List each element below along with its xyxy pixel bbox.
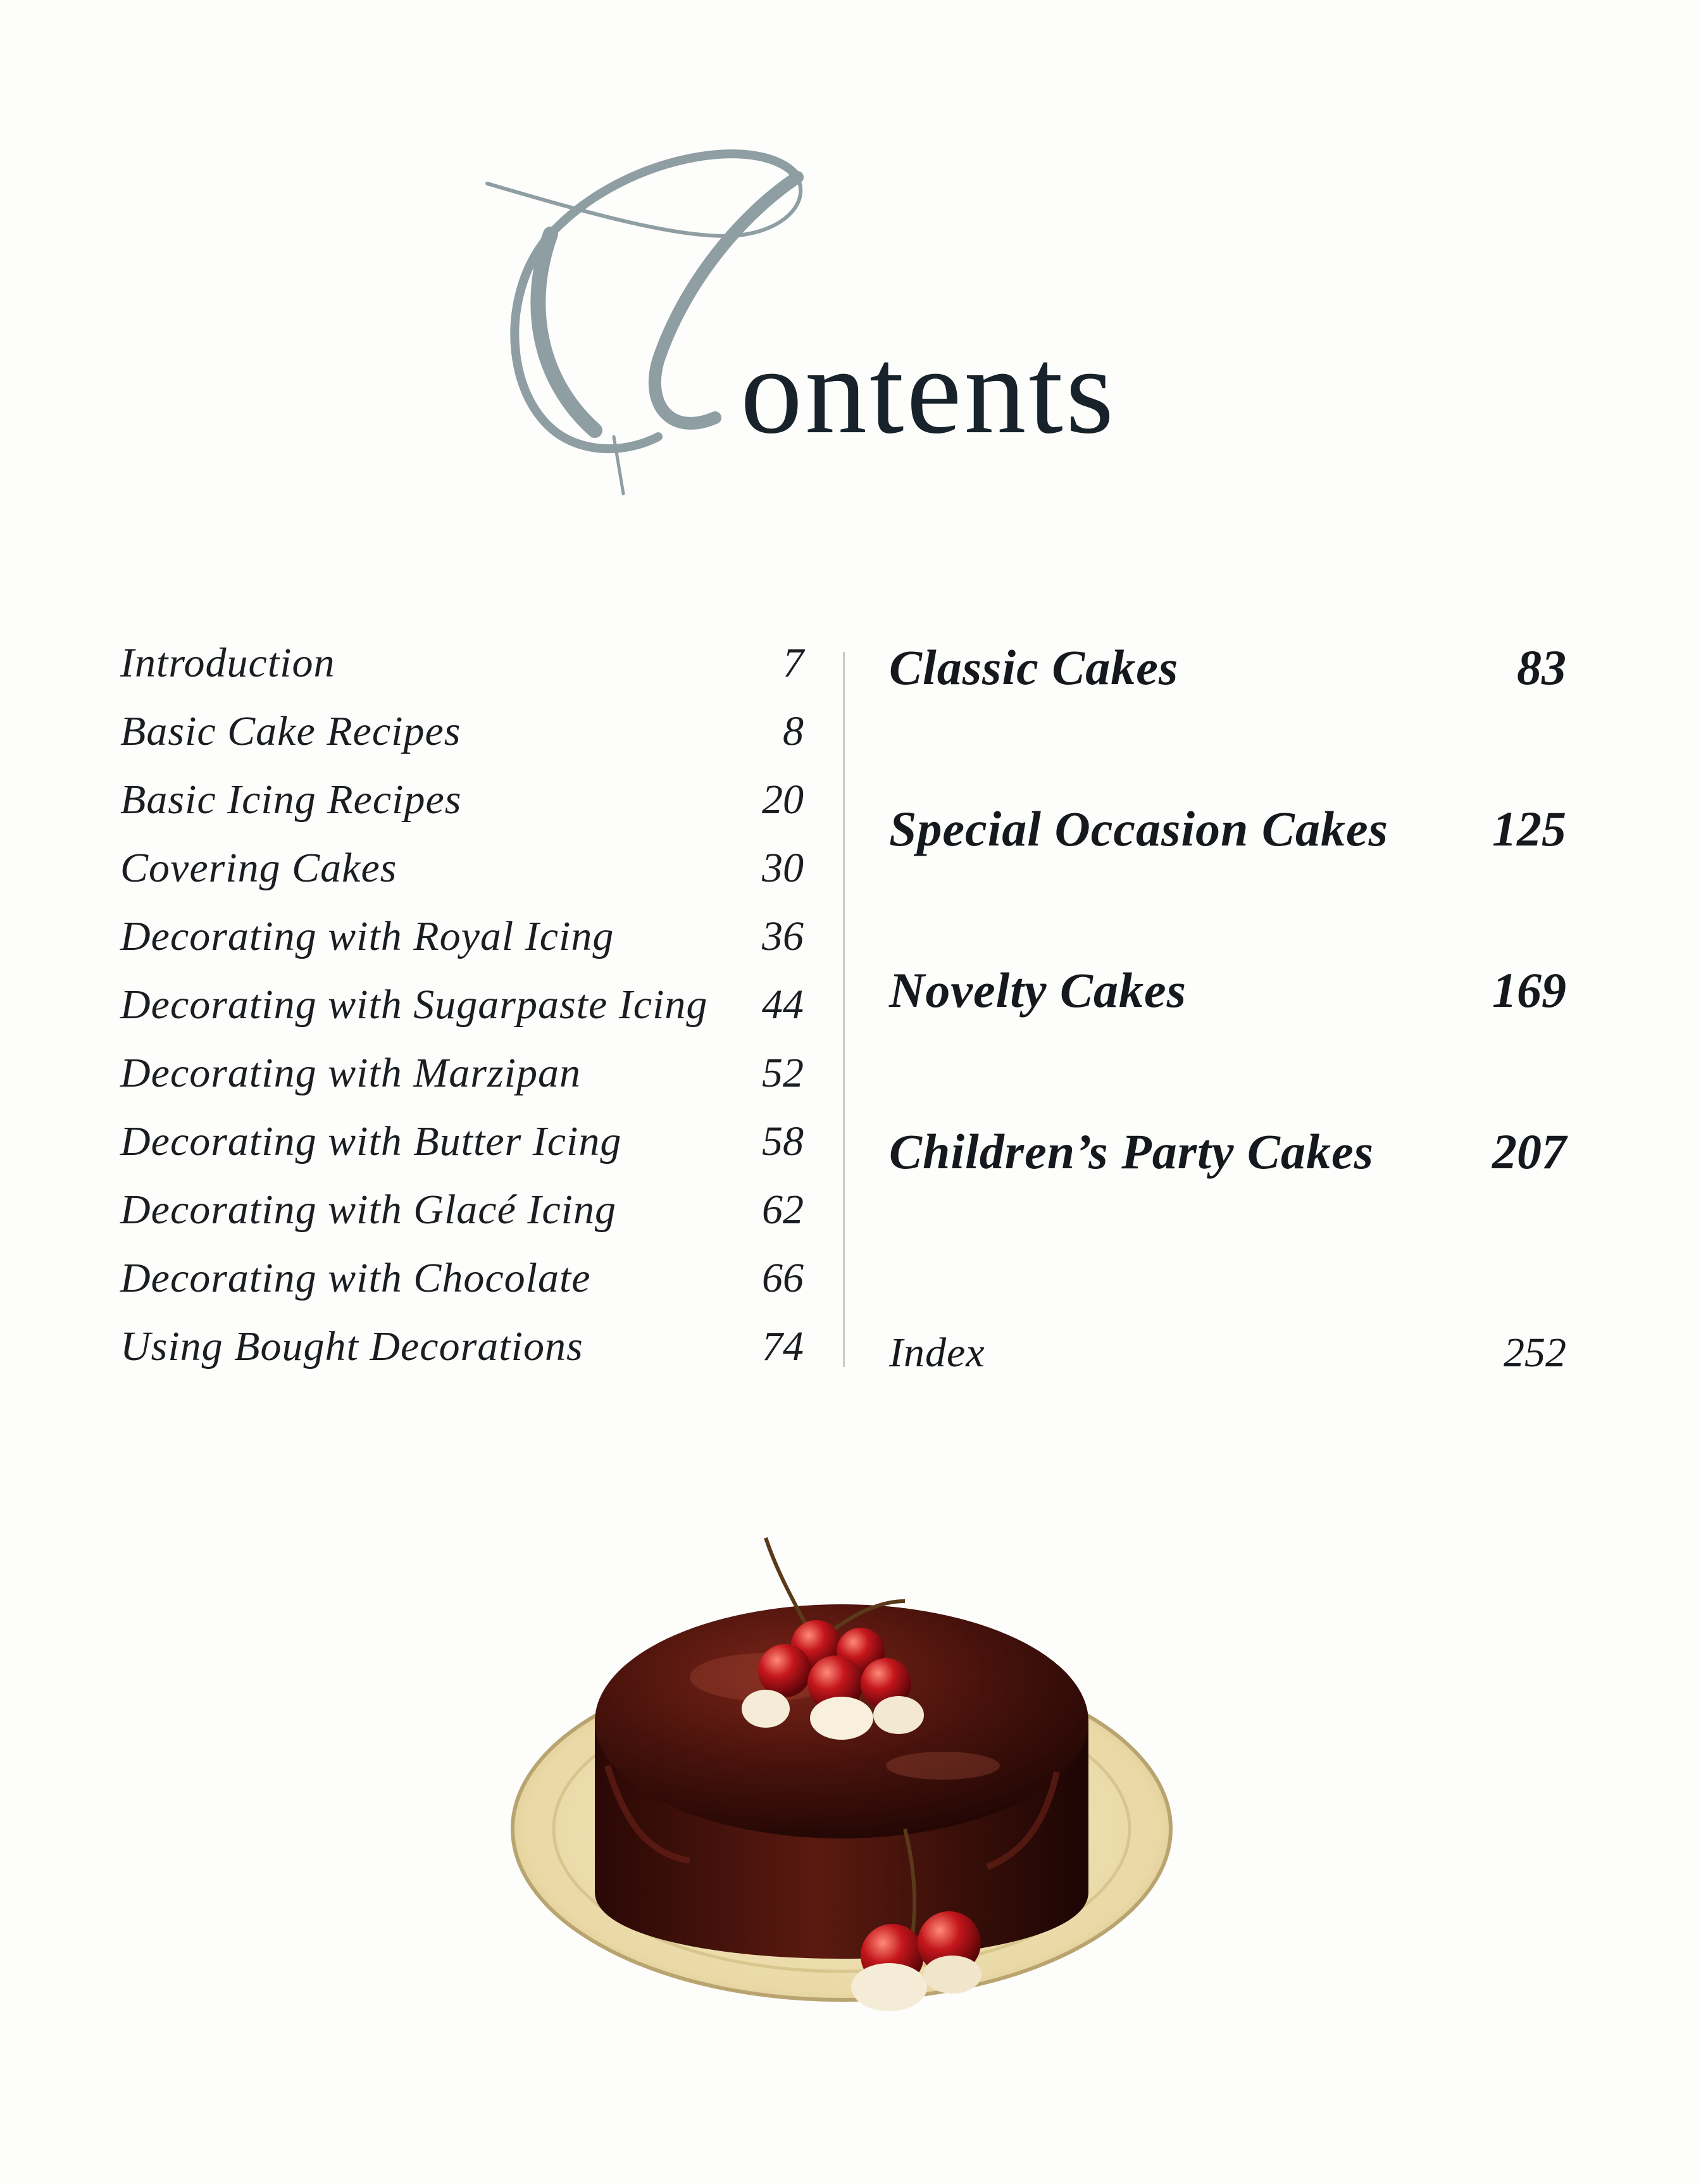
toc-entry-label: Covering Cakes — [120, 845, 397, 891]
toc-entry[interactable] — [120, 776, 804, 844]
toc-entry-label: Basic Icing Recipes — [120, 777, 462, 823]
section-page: 125 — [1492, 801, 1566, 856]
toc-entry-page: 52 — [762, 1050, 804, 1096]
toc-entry-page: 30 — [762, 845, 804, 891]
toc-entry-label: Using Bought Decorations — [120, 1323, 583, 1370]
toc-entry-label: Decorating with Marzipan — [120, 1050, 581, 1096]
toc-entry-label: Decorating with Sugarpaste Icing — [120, 982, 708, 1028]
toc-entry-page: 44 — [762, 982, 804, 1028]
toc-entry-label: Decorating with Chocolate — [120, 1255, 591, 1301]
toc-entry-label: Decorating with Royal Icing — [120, 913, 614, 959]
toc-entry[interactable] — [120, 708, 804, 776]
section-page: 83 — [1517, 640, 1566, 695]
toc-entry-label: Basic Cake Recipes — [120, 708, 461, 754]
section-label: Children’s Party Cakes — [889, 1124, 1374, 1179]
toc-entry-page: 62 — [762, 1187, 804, 1233]
section-page: 169 — [1492, 963, 1566, 1018]
toc-entry-label: Introduction — [120, 640, 335, 686]
section-page: 252 — [1504, 1330, 1566, 1376]
toc-left-column — [120, 639, 804, 1391]
toc-entry[interactable] — [120, 1254, 804, 1323]
toc-entry[interactable] — [120, 981, 804, 1049]
section-page: 207 — [1492, 1124, 1566, 1179]
section-label: Index — [889, 1330, 985, 1376]
toc-entry[interactable] — [120, 1049, 804, 1118]
toc-entry-page: 36 — [762, 913, 804, 959]
toc-entry[interactable] — [120, 1323, 804, 1391]
toc-entry-page: 66 — [762, 1255, 804, 1301]
toc-entry-page: 58 — [762, 1118, 804, 1164]
toc-entry-page: 74 — [762, 1323, 804, 1370]
column-divider — [843, 652, 845, 1367]
toc-entry[interactable] — [120, 1186, 804, 1254]
chocolate-cake-illustration — [500, 1500, 1202, 2069]
toc-entry-label: Decorating with Glacé Icing — [120, 1187, 617, 1233]
page-title — [468, 139, 1177, 506]
toc-entry[interactable] — [120, 913, 804, 981]
toc-entry-page: 8 — [783, 708, 804, 754]
toc-entry-page: 20 — [762, 777, 804, 823]
section-label: Classic Cakes — [889, 640, 1179, 695]
toc-entry[interactable] — [120, 844, 804, 913]
toc-entry[interactable] — [120, 639, 804, 708]
section-label: Novelty Cakes — [889, 963, 1187, 1018]
toc-entry-label: Decorating with Butter Icing — [120, 1118, 622, 1164]
title-text: ontents — [740, 322, 1117, 459]
section-label: Special Occasion Cakes — [889, 801, 1388, 856]
toc-entry[interactable] — [120, 1118, 804, 1186]
toc-entry-page: 7 — [783, 640, 804, 686]
title-initial-text: C — [468, 139, 469, 140]
